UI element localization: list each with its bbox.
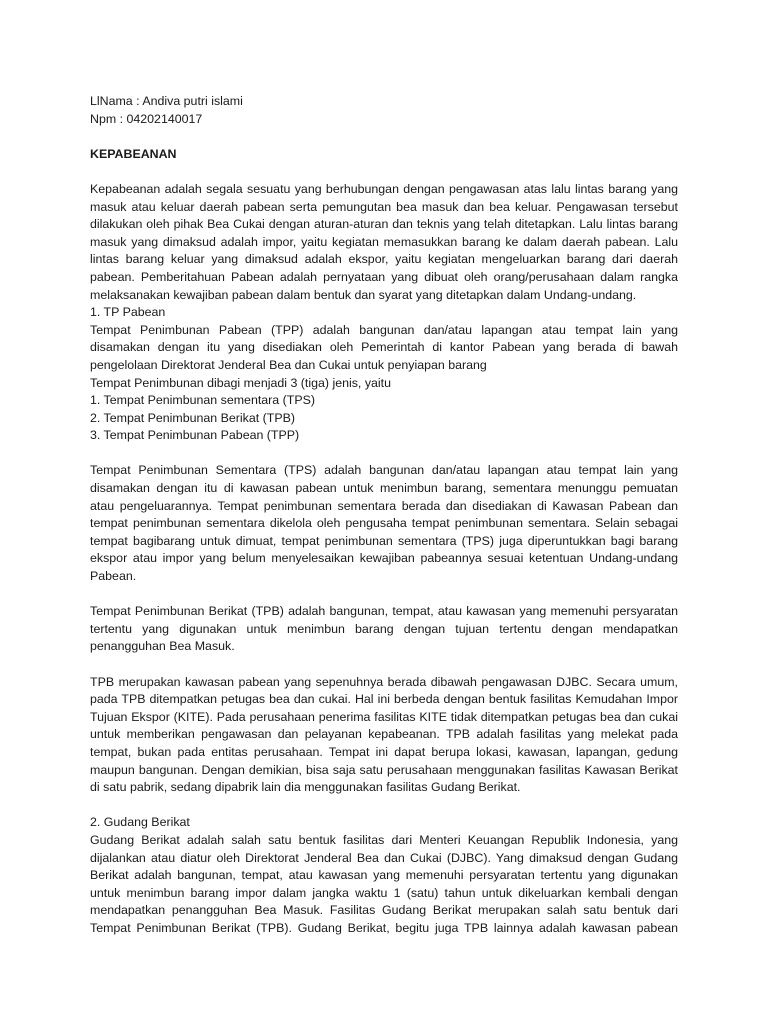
text-line: Tempat Penimbunan Pabean (TPP) adalah bangunan dan/atau lapangan atau tempat lain yang bbox=[90, 322, 678, 337]
text-line: tertentu yang digunakan untuk menimbun barang dengan tujuan tertentu dengan mendapatkan bbox=[90, 621, 678, 636]
text-line: dijalankan atau diatur oleh Direktorat Jenderal Bea dan Cukai (DJBC). Yang dimaksud dengan Gudang bbox=[90, 850, 678, 865]
text-line: penangguhan Bea Masuk. bbox=[90, 639, 235, 654]
text-line: melaksanakan kewajiban pabean dalam bentuk dan syarat yang ditetapkan dalam Undang-undang. bbox=[90, 287, 637, 302]
text-line: pengelolaan Direktorat Jenderal Bea dan Cukai untuk penyiapan barang bbox=[90, 357, 487, 372]
text-line: TPB merupakan kawasan pabean yang sepenuhnya berada dibawah pengawasan DJBC. Secara umum, bbox=[90, 674, 678, 689]
text-line: disamakan dengan itu di kawasan pabean untuk menimbun barang, sementara menunggu pemuatan bbox=[90, 481, 678, 496]
text-line: untuk memberikan pengawasan dan pelayanan kepabeanan. TPB adalah fasilitas yang melekat pada bbox=[90, 727, 678, 742]
text-line: Pabean. bbox=[90, 569, 137, 584]
paragraph-tpb-djbc bbox=[90, 674, 678, 797]
text-line: tempat, bukan pada entitas perusahaan. Tempat ini dapat berupa lokasi, kawasan, lapangan, gedung bbox=[90, 744, 678, 759]
list-item: 3. Tempat Penimbunan Pabean (TPP) bbox=[90, 428, 300, 443]
text-line: Tempat Penimbunan Berikat (TPB). Gudang Berikat, begitu juga TPB lainnya adalah kawasan pabean bbox=[90, 920, 678, 935]
paragraph-gudang-berikat bbox=[90, 832, 678, 938]
text-line: tempat bagibarang untuk dimuat, tempat penimbunan sementara (TPS) juga diperuntukkan bagi barang bbox=[90, 533, 678, 548]
text-line: Berikat adalah bangunan, tempat, atau kawasan yang memenuhi persyaratan tertentu yang digunakan bbox=[90, 868, 678, 883]
text-line: Tujuan Ekspor (KITE). Pada perusahaan penerima fasilitas KITE tidak ditempatkan petugas bea dan cukai bbox=[90, 709, 678, 724]
text-line: masuk yang dimaksud adalah impor, yaitu kegiatan memasukkan barang ke dalam daerah pabean. Lalu bbox=[90, 234, 678, 249]
document-title: KEPABEANAN bbox=[90, 146, 177, 161]
paragraph-kepabeanan bbox=[90, 181, 678, 304]
section-heading-tp-pabean: 1. TP Pabean bbox=[90, 305, 166, 320]
types-intro: Tempat Penimbunan dibagi menjadi 3 (tiga) jenis, yaitu bbox=[90, 375, 391, 390]
text-line: dilakukan oleh pihak Bea Cukai dengan aturan-aturan dan teknis yang telah ditetapkan. Lalu lintas barang bbox=[90, 217, 678, 232]
text-line: masuk atau keluar daerah pabean serta pemungutan bea masuk dan bea keluar. Pengawasan tersebut bbox=[90, 199, 678, 214]
text-line: tempat penimbunan sementara dikelola oleh pengusaha tempat penimbunan sementara. Selain sebagai bbox=[90, 516, 678, 531]
text-line: pada TPB ditempatkan petugas bea dan cukai. Hal ini berbeda dengan bentuk fasilitas Kemudahan Impor bbox=[90, 692, 678, 707]
document-page bbox=[90, 93, 678, 938]
paragraph-tps bbox=[90, 462, 678, 585]
text-line: Tempat Penimbunan Berikat (TPB) adalah bangunan, tempat, atau kawasan yang memenuhi persyaratan bbox=[90, 604, 678, 619]
text-line: Gudang Berikat adalah salah satu bentuk fasilitas dari Menteri Keuangan Republik Indonesia, yang bbox=[90, 832, 678, 847]
text-line: mendapatkan penangguhan Bea Masuk. Fasilitas Gudang Berikat merupakan salah satu bentuk dari bbox=[90, 903, 678, 918]
text-line: Kepabeanan adalah segala sesuatu yang berhubungan dengan pengawasan atas lalu lintas barang yang bbox=[90, 181, 678, 196]
paragraph-tpp bbox=[90, 322, 678, 375]
types-list bbox=[90, 392, 678, 445]
text-line: lintas barang keluar yang dimaksud adalah ekspor, yaitu kegiatan mengeluarkan barang dari daerah bbox=[90, 252, 678, 267]
text-line: untuk menimbun barang impor dalam jangka waktu 1 (satu) tahun untuk dikeluarkan kembali dengan bbox=[90, 885, 678, 900]
text-line: disamakan dengan itu yang disediakan oleh Pemerintah di kantor Pabean yang berada di bawah bbox=[90, 340, 678, 355]
text-line: maupun bangunan. Dengan demikian, bisa saja satu perusahaan menggunakan fasilitas Kawasan Berikat bbox=[90, 762, 678, 777]
list-item: 2. Tempat Penimbunan Berikat (TPB) bbox=[90, 410, 296, 425]
text-line: Tempat Penimbunan Sementara (TPS) adalah bangunan dan/atau lapangan atau tempat lain yang bbox=[90, 463, 678, 478]
text-line: ekspor atau impor yang belum menyelesaikan kewajiban pabeannya sesuai ketentuan Undang-undang bbox=[90, 551, 678, 566]
student-name: LlNama : Andiva putri islami bbox=[90, 94, 243, 108]
text-line: pabean. Pemberitahuan Pabean adalah pernyataan yang dibuat oleh orang/perusahaan dalam rangka bbox=[90, 269, 678, 284]
text-line: atau pengeluarannya. Tempat penimbunan sementara berada dan disediakan di Kawasan Pabean dan bbox=[90, 498, 678, 513]
text-line: di satu pabrik, sedang dipabrik lain dia menggunakan fasilitas Gudang Berikat. bbox=[90, 780, 521, 795]
paragraph-tpb-definition bbox=[90, 603, 678, 656]
section-heading-gudang-berikat: 2. Gudang Berikat bbox=[90, 815, 190, 830]
list-item: 1. Tempat Penimbunan sementara (TPS) bbox=[90, 393, 315, 408]
student-npm: Npm : 04202140017 bbox=[90, 111, 203, 126]
